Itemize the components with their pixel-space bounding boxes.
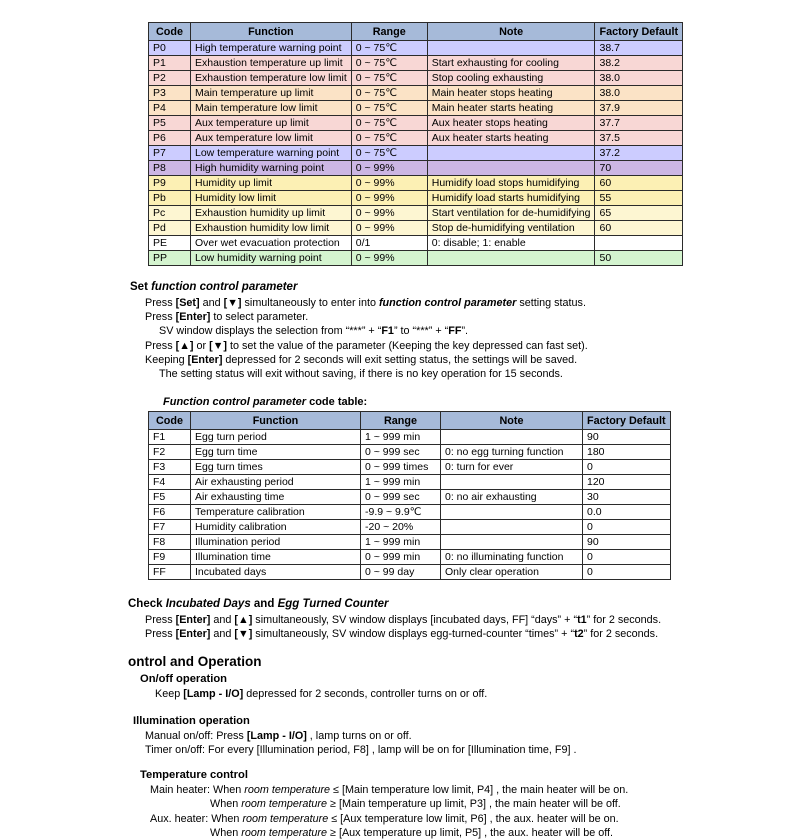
- cell-range: -9.9 ~ 9.9℃: [361, 505, 441, 520]
- text-segment: room temperature: [241, 798, 328, 811]
- col-header-factory-default: Factory Default: [583, 412, 671, 430]
- text-segment: Press: [145, 311, 176, 324]
- table-row: [149, 86, 683, 101]
- table-row: [149, 161, 683, 176]
- cell-range: 0 ~ 99%: [351, 191, 427, 206]
- text-segment: [Enter]: [175, 311, 211, 324]
- onoff-section-body: [155, 687, 800, 701]
- cell-code: F5: [149, 490, 191, 505]
- cell-function: Low humidity warning point: [191, 251, 352, 266]
- cell-code: Pc: [149, 206, 191, 221]
- text-segment: [▲]: [175, 339, 194, 352]
- text-line: [145, 613, 800, 627]
- col-header-function: Function: [191, 23, 352, 41]
- text-segment: [▼]: [234, 628, 253, 641]
- cell-code: F2: [149, 445, 191, 460]
- cell-code: F8: [149, 535, 191, 550]
- cell-function: Humidity low limit: [191, 191, 352, 206]
- illumination-section-body: [145, 729, 800, 757]
- text-segment: [▼]: [209, 339, 227, 352]
- table-row: [149, 505, 671, 520]
- table-row: [149, 445, 671, 460]
- p-table-header: [149, 23, 683, 41]
- text-segment: ≥ [Aux temperature up limit, P5] , the aux. heater will be off.: [327, 826, 614, 839]
- cell-range: 0 ~ 99%: [351, 206, 427, 221]
- cell-note: Only clear operation: [441, 565, 583, 580]
- cell-note: 0: no illuminating function: [441, 550, 583, 565]
- col-header-code: Code: [149, 23, 191, 41]
- cell-function: Illumination time: [191, 550, 361, 565]
- cell-code: P5: [149, 116, 191, 131]
- cell-note: 0: turn for ever: [441, 460, 583, 475]
- cell-code: F4: [149, 475, 191, 490]
- cell-range: 0 ~ 75℃: [351, 86, 427, 101]
- cell-factory-default: 0: [583, 520, 671, 535]
- cell-factory-default: 90: [583, 535, 671, 550]
- table-row: [149, 475, 671, 490]
- table-row: [149, 490, 671, 505]
- heading-temperature-control: Temperature control: [140, 769, 248, 782]
- text-segment: room temperature: [244, 784, 331, 797]
- cell-note: [427, 146, 595, 161]
- text-segment: code table:: [306, 396, 368, 409]
- cell-factory-default: 38.2: [595, 56, 683, 71]
- text-line: [145, 353, 800, 367]
- section-heading-check-counters: [128, 597, 800, 611]
- table-row: [149, 116, 683, 131]
- table-row: [149, 535, 671, 550]
- table-header-row: [149, 412, 671, 430]
- table-row: [149, 236, 683, 251]
- text-line: [145, 339, 800, 353]
- cell-code: PE: [149, 236, 191, 251]
- p-table-body: [149, 41, 683, 266]
- text-segment: FF: [448, 325, 462, 338]
- text-segment: Manual on/off: Press: [145, 729, 247, 742]
- cell-range: 0 ~ 75℃: [351, 41, 427, 56]
- text-segment: function control parameter: [151, 281, 298, 293]
- text-line: [150, 812, 800, 826]
- cell-range: 0 ~ 999 min: [361, 550, 441, 565]
- text-line: [159, 367, 800, 381]
- cell-factory-default: 37.9: [595, 101, 683, 116]
- text-segment: to select parameter.: [210, 311, 309, 324]
- text-segment: Aux. heater: When: [150, 812, 243, 825]
- cell-code: FF: [149, 565, 191, 580]
- col-header-note: Note: [427, 23, 595, 41]
- cell-range: 1 ~ 999 min: [361, 430, 441, 445]
- text-segment: [Lamp - I/O]: [246, 729, 307, 742]
- cell-function: Temperature calibration: [191, 505, 361, 520]
- cell-function: High humidity warning point: [191, 161, 352, 176]
- col-header-range: Range: [361, 412, 441, 430]
- cell-factory-default: 90: [583, 430, 671, 445]
- text-segment: Press: [145, 628, 176, 641]
- cell-factory-default: 60: [595, 176, 683, 191]
- cell-note: [441, 505, 583, 520]
- text-line: [145, 296, 800, 310]
- text-segment: ≤ [Main temperature low limit, P4] , the main heater will be on.: [330, 784, 629, 797]
- cell-code: P8: [149, 161, 191, 176]
- cell-code: F1: [149, 430, 191, 445]
- cell-function: Exhaustion temperature up limit: [191, 56, 352, 71]
- text-segment: F1: [381, 325, 394, 338]
- table-row: [149, 56, 683, 71]
- cell-note: 0: disable; 1: enable: [427, 236, 595, 251]
- text-line: [145, 627, 800, 641]
- text-segment: Press: [145, 297, 176, 309]
- cell-note: Stop de-humidifying ventilation: [427, 221, 595, 236]
- text-segment: Press: [145, 614, 176, 627]
- text-segment: Egg Turned Counter: [277, 598, 389, 611]
- text-segment: t2: [574, 628, 584, 641]
- cell-code: P1: [149, 56, 191, 71]
- cell-code: P2: [149, 71, 191, 86]
- cell-factory-default: 38.7: [595, 41, 683, 56]
- text-segment: ” to “***” + “: [393, 325, 449, 338]
- cell-range: 0 ~ 999 sec: [361, 490, 441, 505]
- text-segment: [Enter]: [175, 628, 211, 641]
- section-heading-set-function-control-parameter: [130, 280, 800, 294]
- cell-code: F3: [149, 460, 191, 475]
- table-row: [149, 251, 683, 266]
- text-segment: to set the value of the parameter (Keeping the key depressed can fast set).: [227, 339, 588, 352]
- cell-note: 0: no egg turning function: [441, 445, 583, 460]
- cell-note: Start ventilation for de-humidifying: [427, 206, 595, 221]
- text-segment: Main heater: When: [150, 784, 245, 797]
- cell-function: Incubated days: [191, 565, 361, 580]
- text-segment: and: [250, 598, 278, 611]
- text-segment: ≤ [Aux temperature low limit, P6] , the aux. heater will be on.: [328, 812, 619, 825]
- table-row: [149, 460, 671, 475]
- cell-function: Over wet evacuation protection: [191, 236, 352, 251]
- cell-function: Air exhausting period: [191, 475, 361, 490]
- cell-note: Main heater starts heating: [427, 101, 595, 116]
- col-header-code: Code: [149, 412, 191, 430]
- cell-range: 0 ~ 99%: [351, 251, 427, 266]
- cell-range: 0 ~ 99%: [351, 221, 427, 236]
- p-parameter-table: [148, 22, 683, 266]
- cell-range: 0 ~ 75℃: [351, 56, 427, 71]
- cell-code: F7: [149, 520, 191, 535]
- cell-note: Aux heater stops heating: [427, 116, 595, 131]
- cell-factory-default: 30: [583, 490, 671, 505]
- table-row: [149, 550, 671, 565]
- cell-factory-default: 120: [583, 475, 671, 490]
- cell-factory-default: [595, 236, 683, 251]
- text-segment: [Enter]: [175, 614, 211, 627]
- text-segment: The setting status will exit without saving, if there is no key operation for 15 seconds.: [159, 368, 563, 381]
- text-segment: Keeping: [145, 353, 188, 366]
- f-table-body: [149, 430, 671, 580]
- cell-range: 0 ~ 99%: [351, 176, 427, 191]
- text-segment: SV window displays the selection from “***” + “: [159, 325, 382, 338]
- cell-code: P4: [149, 101, 191, 116]
- cell-factory-default: 50: [595, 251, 683, 266]
- col-header-note: Note: [441, 412, 583, 430]
- cell-note: Aux heater starts heating: [427, 131, 595, 146]
- cell-note: Humidify load starts humidifying: [427, 191, 595, 206]
- heading-onoff-operation: On/off operation: [140, 672, 228, 685]
- cell-note: [427, 161, 595, 176]
- table-row: [149, 176, 683, 191]
- text-segment: When: [210, 826, 242, 839]
- cell-function: Low temperature warning point: [191, 146, 352, 161]
- cell-range: 0 ~ 75℃: [351, 116, 427, 131]
- text-segment: simultaneously to enter into: [241, 297, 379, 309]
- cell-factory-default: 70: [595, 161, 683, 176]
- cell-factory-default: 38.0: [595, 71, 683, 86]
- cell-code: Pd: [149, 221, 191, 236]
- text-segment: or: [193, 339, 210, 352]
- text-segment: Function control parameter: [163, 396, 307, 409]
- cell-note: Main heater stops heating: [427, 86, 595, 101]
- table-row: [149, 221, 683, 236]
- cell-function: Main temperature low limit: [191, 101, 352, 116]
- text-segment: [Enter]: [187, 353, 223, 366]
- table-row: [149, 191, 683, 206]
- cell-note: Stop cooling exhausting: [427, 71, 595, 86]
- text-line: [145, 729, 800, 743]
- cell-factory-default: 0.0: [583, 505, 671, 520]
- cell-note: [441, 430, 583, 445]
- text-segment: [Set]: [175, 297, 200, 309]
- cell-code: PP: [149, 251, 191, 266]
- cell-factory-default: 37.5: [595, 131, 683, 146]
- cell-code: P0: [149, 41, 191, 56]
- set-section-body: [145, 296, 800, 381]
- text-line: [145, 743, 800, 757]
- cell-factory-default: 65: [595, 206, 683, 221]
- table-row: [149, 565, 671, 580]
- cell-factory-default: 37.7: [595, 116, 683, 131]
- cell-factory-default: 60: [595, 221, 683, 236]
- cell-factory-default: 180: [583, 445, 671, 460]
- text-segment: t1: [577, 614, 587, 627]
- text-segment: When: [210, 798, 242, 811]
- cell-code: P9: [149, 176, 191, 191]
- cell-range: 0/1: [351, 236, 427, 251]
- cell-function: Egg turn time: [191, 445, 361, 460]
- text-segment: Incubated Days: [165, 598, 251, 611]
- cell-range: 0 ~ 99 day: [361, 565, 441, 580]
- text-line: [150, 783, 800, 797]
- text-segment: Keep: [155, 687, 184, 700]
- cell-function: Egg turn times: [191, 460, 361, 475]
- cell-range: 0 ~ 75℃: [351, 131, 427, 146]
- cell-range: 0 ~ 999 sec: [361, 445, 441, 460]
- text-segment: room temperature: [241, 826, 328, 839]
- table-row: [149, 146, 683, 161]
- text-segment: [▼]: [223, 297, 242, 309]
- cell-function: Exhaustion humidity low limit: [191, 221, 352, 236]
- cell-function: Illumination period: [191, 535, 361, 550]
- cell-note: [441, 475, 583, 490]
- cell-note: [441, 520, 583, 535]
- text-segment: and: [210, 628, 235, 641]
- text-segment: function control parameter: [378, 297, 517, 309]
- text-segment: Timer on/off: For every [Illumination period, F8] , lamp will be on for [Illumination time, F9] .: [145, 744, 577, 757]
- cell-factory-default: 37.2: [595, 146, 683, 161]
- cell-factory-default: 0: [583, 460, 671, 475]
- text-segment: depressed for 2 seconds, controller turns on or off.: [243, 687, 488, 700]
- cell-function: High temperature warning point: [191, 41, 352, 56]
- cell-function: Humidity up limit: [191, 176, 352, 191]
- text-segment: Check: [128, 598, 166, 611]
- cell-code: Pb: [149, 191, 191, 206]
- text-segment: Press: [145, 339, 176, 352]
- cell-range: 1 ~ 999 min: [361, 535, 441, 550]
- cell-note: [427, 251, 595, 266]
- cell-factory-default: 38.0: [595, 86, 683, 101]
- cell-code: F6: [149, 505, 191, 520]
- table-row: [149, 71, 683, 86]
- cell-function: Exhaustion humidity up limit: [191, 206, 352, 221]
- text-segment: ”.: [461, 325, 469, 338]
- text-line: [145, 310, 800, 324]
- cell-factory-default: 0: [583, 565, 671, 580]
- text-segment: ≥ [Main temperature up limit, P3] , the main heater will be off.: [327, 798, 621, 811]
- heading-illumination-operation: Illumination operation: [133, 714, 250, 727]
- table-row: [149, 206, 683, 221]
- cell-function: Air exhausting time: [191, 490, 361, 505]
- cell-note: [427, 41, 595, 56]
- cell-note: Humidify load stops humidifying: [427, 176, 595, 191]
- text-segment: depressed for 2 seconds will exit setting status, the settings will be saved.: [222, 353, 578, 366]
- cell-range: -20 ~ 20%: [361, 520, 441, 535]
- cell-factory-default: 0: [583, 550, 671, 565]
- f-parameter-table: [148, 411, 671, 580]
- cell-range: 0 ~ 75℃: [351, 101, 427, 116]
- cell-note: Start exhausting for cooling: [427, 56, 595, 71]
- text-segment: ” for 2 seconds.: [586, 614, 662, 627]
- cell-code: P6: [149, 131, 191, 146]
- table-row: [149, 520, 671, 535]
- cell-code: P7: [149, 146, 191, 161]
- cell-note: [441, 535, 583, 550]
- text-line: [155, 687, 800, 701]
- text-segment: Set: [130, 281, 152, 293]
- cell-range: 0 ~ 75℃: [351, 146, 427, 161]
- text-segment: simultaneously, SV window displays [incubated days, FF] “days” + “: [252, 614, 578, 627]
- text-segment: room temperature: [242, 812, 329, 825]
- text-line: [210, 826, 800, 840]
- section-heading-control-and-operation: ontrol and Operation: [128, 653, 262, 669]
- cell-range: 1 ~ 999 min: [361, 475, 441, 490]
- text-segment: simultaneously, SV window displays egg-turned-counter “times” + “: [252, 628, 575, 641]
- cell-note: 0: no air exhausting: [441, 490, 583, 505]
- table-row: [149, 131, 683, 146]
- table-row: [149, 430, 671, 445]
- cell-function: Humidity calibration: [191, 520, 361, 535]
- check-section-body: [145, 613, 800, 641]
- cell-range: 0 ~ 75℃: [351, 71, 427, 86]
- table-row: [149, 41, 683, 56]
- text-segment: , lamp turns on or off.: [306, 729, 412, 742]
- f-table-header: [149, 412, 671, 430]
- cell-code: P3: [149, 86, 191, 101]
- cell-function: Main temperature up limit: [191, 86, 352, 101]
- f-table-caption: [163, 396, 800, 409]
- cell-function: Aux temperature up limit: [191, 116, 352, 131]
- table-row: [149, 101, 683, 116]
- text-segment: setting status.: [516, 297, 586, 309]
- col-header-range: Range: [351, 23, 427, 41]
- text-segment: and: [210, 614, 235, 627]
- col-header-function: Function: [191, 412, 361, 430]
- cell-code: F9: [149, 550, 191, 565]
- table-header-row: [149, 23, 683, 41]
- text-line: [159, 324, 800, 338]
- col-header-factory-default: Factory Default: [595, 23, 683, 41]
- cell-function: Egg turn period: [191, 430, 361, 445]
- text-segment: ” for 2 seconds.: [583, 628, 659, 641]
- cell-range: 0 ~ 99%: [351, 161, 427, 176]
- text-segment: [Lamp - I/O]: [183, 687, 244, 700]
- cell-factory-default: 55: [595, 191, 683, 206]
- cell-range: 0 ~ 999 times: [361, 460, 441, 475]
- temperature-section-body: [150, 783, 800, 840]
- text-segment: [▲]: [234, 614, 253, 627]
- cell-function: Exhaustion temperature low limit: [191, 71, 352, 86]
- cell-function: Aux temperature low limit: [191, 131, 352, 146]
- text-segment: and: [199, 297, 224, 309]
- text-line: [210, 797, 800, 811]
